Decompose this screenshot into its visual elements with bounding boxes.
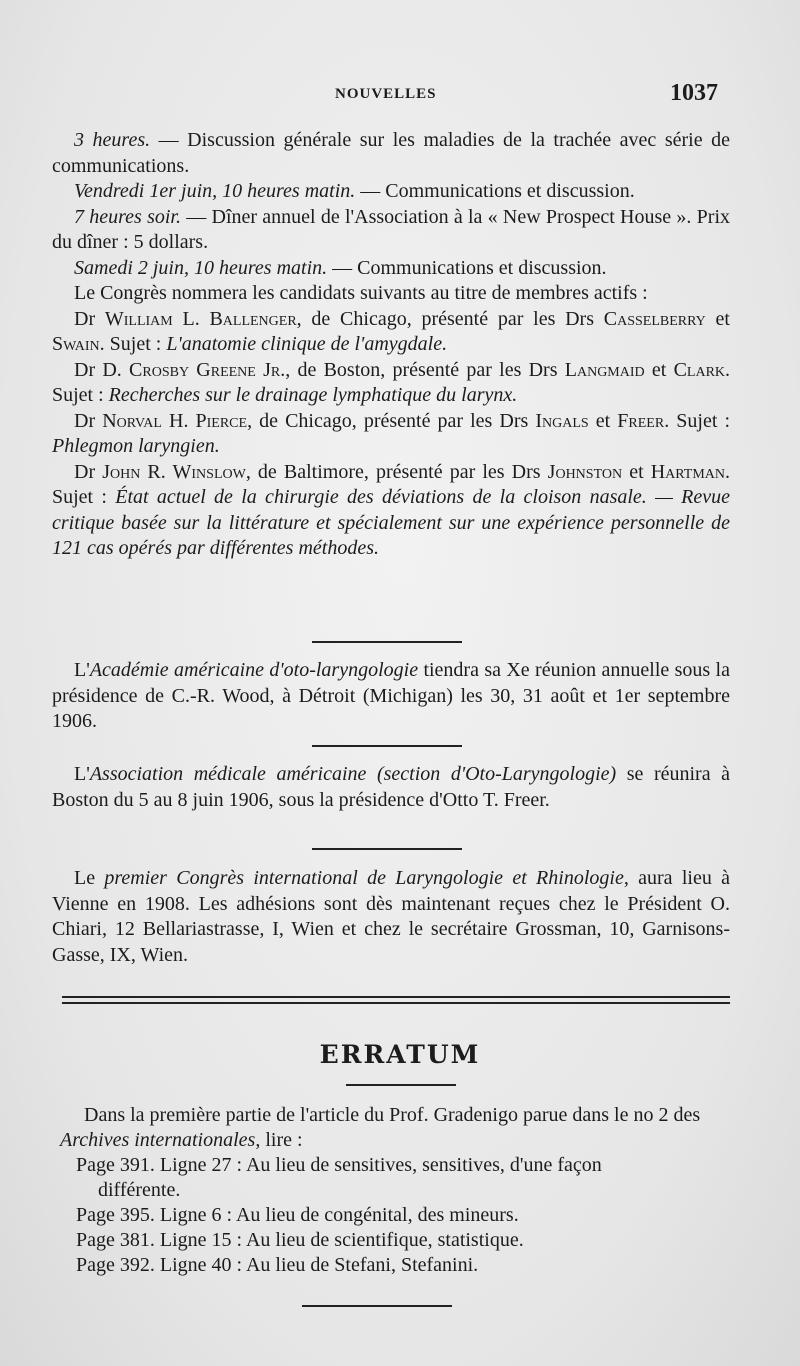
erratum-item [60, 1153, 740, 1203]
association-notice [52, 762, 730, 813]
congress-name: premier Congrès international de Laryngologie et Rhinologie [104, 867, 624, 889]
candidate-entry [52, 409, 730, 460]
text-run: Dans la première partie de l'article du Prof. Gradenigo parue dans le no 2 des [84, 1104, 701, 1126]
sponsor-name: Hartman [650, 460, 726, 483]
candidate-name: John R. Winslow [102, 460, 246, 483]
erratum-correction: Au lieu de scientifique, statistique. [242, 1229, 524, 1251]
paragraph-text: — Communications et discussion. [355, 180, 635, 202]
paragraph-text: — Discussion générale sur les maladies de la trachée avec série de communications. [52, 129, 730, 177]
sponsor-name: Ingals [535, 409, 589, 432]
text-run: , de Baltimore, présenté par les Drs [245, 460, 548, 483]
congress-notice [52, 866, 730, 968]
erratum-ref: Page 392. Ligne 40 : [76, 1254, 243, 1276]
text-run: , de Boston, présenté par les Drs [285, 358, 565, 381]
institution-name: Académie américaine d'oto-laryngologie [89, 659, 419, 681]
paragraph [52, 658, 730, 735]
section-divider [312, 641, 462, 643]
sponsor-name: Clark [673, 358, 726, 381]
text-run: . Sujet : [664, 409, 731, 432]
sponsor-name: Swain [52, 333, 100, 355]
paragraph [52, 128, 730, 179]
candidate-name: Crosby Greene Jr. [129, 358, 286, 381]
sponsor-name: Casselberry [603, 307, 706, 330]
candidate-name: Norval H. Pierce [102, 409, 248, 432]
academy-notice [52, 658, 730, 735]
closing-rule [302, 1305, 452, 1307]
erratum-item [60, 1203, 740, 1228]
erratum-title: ERRATUM [319, 1040, 481, 1069]
erratum-ref: Page 381. Ligne 15 : [76, 1229, 243, 1251]
subject-title: L'anatomie clinique de l'amygdale. [166, 333, 448, 355]
erratum-item [60, 1253, 740, 1278]
sponsor-name: Johnston [547, 460, 623, 483]
paragraph [52, 866, 730, 968]
section-divider [312, 848, 462, 850]
candidate-entry [52, 358, 730, 409]
paragraph [52, 256, 730, 282]
erratum-correction: Au lieu de congénital, des mineurs. [232, 1204, 519, 1226]
text-run: et [644, 358, 674, 381]
paragraph [52, 179, 730, 205]
text-run: Dr [74, 460, 103, 483]
text-run: tiendra sa Xe réunion annuelle sous la présidence de C.-R. Wood, à Détroit (Michigan) les 30, 31 août et 1er septembre 1906. [52, 659, 730, 732]
subject-title: Recherches sur le drainage lymphatique du larynx. [108, 384, 518, 406]
time-label: Samedi 2 juin, 10 heures matin. [74, 256, 328, 279]
text-run: , de Chicago, présenté par les Drs [296, 307, 604, 330]
text-run: Le [74, 867, 105, 889]
text-run: Dr [74, 307, 105, 330]
erratum-body [60, 1103, 740, 1278]
congress-program [52, 128, 730, 562]
time-label: Vendredi 1er juin, 10 heures matin. [74, 180, 356, 202]
page-number: 1037 [670, 80, 718, 106]
text-run: Dr D. [74, 358, 130, 381]
erratum-correction-cont: différente. [98, 1179, 181, 1201]
page-header [0, 80, 800, 120]
text-run: Dr [74, 409, 103, 432]
text-run: . Sujet : [99, 333, 167, 355]
text-run: , aura lieu à Vienne en 1908. Les adhésions sont dès maintenant reçues chez le Président O. Chiari, 12 Bellariastrasse, I, Wien et chez le secrétaire Grossman, 10, Garnisons-Gasse, IX, Wien. [52, 867, 730, 966]
text-run: L' [74, 763, 90, 785]
journal-name: Archives internationales [60, 1129, 256, 1151]
section-divider [312, 745, 462, 747]
text-run: . Sujet : [52, 358, 731, 406]
time-label: 3 heures. [74, 129, 151, 151]
subject-title: Phlegmon laryngien. [52, 435, 220, 457]
institution-name: Association médicale américaine (section d'Oto-Laryngologie) [89, 763, 617, 785]
paragraph: Le Congrès nommera les candidats suivants au titre de membres actifs : [74, 282, 648, 304]
erratum-item [60, 1228, 740, 1253]
paragraph [52, 762, 730, 813]
paragraph [52, 205, 730, 256]
erratum-correction: Au lieu de sensitives, sensitives, d'une façon [242, 1154, 602, 1176]
time-label: 7 heures soir. [74, 205, 181, 228]
section-double-rule [62, 996, 730, 1004]
erratum-correction: Au lieu de Stefani, Stefanini. [242, 1254, 479, 1276]
text-run: et [622, 460, 651, 483]
title-underline [346, 1084, 456, 1086]
sponsor-name: Langmaid [564, 358, 645, 381]
text-run: L' [74, 659, 90, 681]
text-run: se réunira à Boston du 5 au 8 juin 1906, sous la présidence d'Otto T. Freer. [52, 763, 730, 811]
erratum-intro [60, 1103, 740, 1153]
running-head: NOUVELLES [335, 86, 437, 102]
paragraph-text: — Communications et discussion. [327, 256, 607, 279]
text-run: . Sujet : [52, 460, 731, 508]
candidate-entry [52, 460, 730, 562]
candidate-name: William L. Ballenger [104, 307, 297, 330]
text-run: , lire : [255, 1129, 303, 1151]
subject-title: État actuel de la chirurgie des déviations de la cloison nasale. — Revue critique basée sur la littérature et spécialement sur une expérience personnelle de 121 cas opérés par différentes méthodes. [52, 486, 731, 559]
erratum-ref: Page 391. Ligne 27 : [76, 1154, 243, 1176]
paragraph-text: — Dîner annuel de l'Association à la « New Prospect House ». Prix du dîner : 5 dollars. [52, 205, 731, 253]
erratum-ref: Page 395. Ligne 6 : [76, 1204, 233, 1226]
text-run: et [705, 307, 730, 330]
text-run: , de Chicago, présenté par les Drs [247, 409, 536, 432]
text-run: et [588, 409, 618, 432]
candidate-entry [52, 307, 730, 358]
sponsor-name: Freer [617, 409, 665, 432]
